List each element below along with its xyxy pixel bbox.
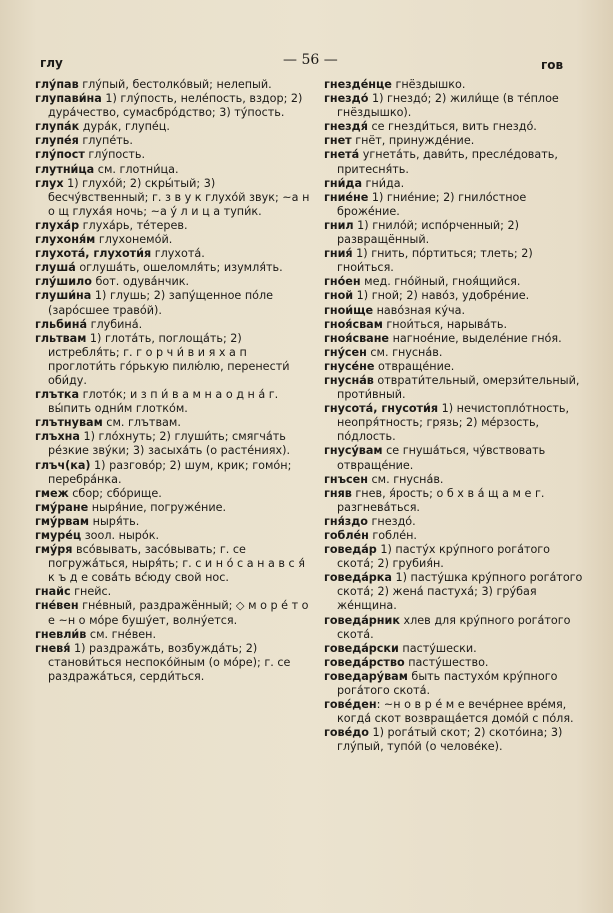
entry-headword: гние́не xyxy=(324,190,369,204)
entry-headword: глъхна xyxy=(35,430,80,444)
entry-headword: глух xyxy=(35,176,64,190)
entry-headword: глутни́ца xyxy=(35,162,95,176)
entry-headword: гноя́свам xyxy=(324,317,383,331)
dictionary-entry xyxy=(324,444,586,472)
entry-definition: 1) глухо́й; 2) скры́тый; 3) бесчу́вственный; г. з в у к глухо́й звук; ~а н о щ глуха́я ночь; ~а у́ л и ц а тупи́к. xyxy=(48,176,310,218)
entry-definition: гнездо́. xyxy=(367,514,416,528)
entry-definition: пасту́шески. xyxy=(398,641,477,655)
entry-definition: гне́вный, раздражённый; ◇ м о р е́ т о е ~н о мо́ре бушу́ет, волну́ется. xyxy=(48,599,309,627)
entry-headword: глуха́р xyxy=(35,218,80,232)
dictionary-entry xyxy=(324,148,586,176)
dictionary-entry xyxy=(324,134,586,148)
dictionary-entry xyxy=(35,233,312,247)
entry-headword: говеда́р xyxy=(324,543,377,557)
entry-definition: 1) гнить, по́ртиться; тлеть; 2) гнои́ться. xyxy=(337,247,533,275)
entry-definition: см. глотни́ца. xyxy=(94,162,179,176)
entry-definition: мед. гно́йный, гноя́щийся. xyxy=(360,275,521,289)
dictionary-entry xyxy=(35,585,312,599)
entry-headword: гно́ен xyxy=(324,275,361,289)
entry-headword: говедару́вам xyxy=(324,669,408,683)
dictionary-entry xyxy=(324,698,586,726)
entry-headword: глътка xyxy=(35,388,80,402)
dictionary-entry xyxy=(35,543,312,585)
dictionary-entry xyxy=(324,275,586,289)
dictionary-entry xyxy=(35,416,312,430)
entry-headword: гнусота́, гнусоти́я xyxy=(324,402,439,416)
entry-headword: гльбина́ xyxy=(35,317,88,331)
entry-definition: глупе́ть. xyxy=(78,134,133,148)
entry-definition: гнейс. xyxy=(70,585,112,599)
dictionary-entry xyxy=(35,529,312,543)
dictionary-entry xyxy=(35,177,312,219)
dictionary-entry xyxy=(35,261,312,275)
dictionary-entry xyxy=(324,515,586,529)
entry-headword: гму́рвам xyxy=(35,514,90,528)
entry-definition: ныря́ть. xyxy=(89,514,140,528)
entry-headword: гобле́н xyxy=(324,529,369,542)
entry-definition: гнои́ться, нарыва́ть. xyxy=(382,317,508,331)
entry-definition: 1) гной; 2) наво́з, удобре́ние. xyxy=(353,289,530,303)
dictionary-entry xyxy=(324,473,586,487)
entry-definition: угнета́ть, дави́ть, пресле́довать, притесня́ть. xyxy=(337,148,558,176)
dictionary-entry xyxy=(324,571,586,613)
right-column xyxy=(324,78,586,755)
entry-definition: всо́вывать, засо́вывать; г. се погружа́ться, ныря́ть; г. с и н о́ с а н а в с я́ к ъ д е сова́ть вс́юду свой нос. xyxy=(48,543,305,585)
entry-headword: гни́да xyxy=(324,176,362,190)
entry-headword: гму́ря xyxy=(35,543,73,557)
entry-headword: глъч(ка) xyxy=(35,458,91,472)
entry-headword: гне́вен xyxy=(35,599,79,613)
entry-headword: гнета́ xyxy=(324,148,360,162)
entry-definition: : ~н о в р е́ м е вече́рнее вре́мя, когда́ скот возвраща́ется домо́й с по́ля. xyxy=(337,698,574,726)
entry-definition: быть пастухо́м кру́пного рога́того скота́. xyxy=(337,669,558,698)
left-column xyxy=(35,78,312,684)
entry-definition: бот. одува́нчик. xyxy=(91,275,190,289)
dictionary-entry xyxy=(35,642,312,684)
entry-headword: глупа́к xyxy=(35,120,80,134)
dictionary-entry xyxy=(35,332,312,388)
entry-headword: гнои́ще xyxy=(324,303,374,317)
entry-definition: 1) пасту́шка кру́пного рога́того скота́; 2) жена́ пастуха́; 3) гру́бая же́нщина. xyxy=(337,571,583,613)
dictionary-entry xyxy=(35,275,312,289)
dictionary-entry xyxy=(324,289,586,303)
entry-headword: гмеж xyxy=(35,486,69,500)
entry-definition: оглуша́ть, ошеломля́ть; изумля́ть. xyxy=(75,261,283,275)
dictionary-entry xyxy=(35,501,312,515)
entry-definition: нагное́ние, выделе́ние гно́я. xyxy=(389,331,562,345)
entry-definition: гнев, я́рость; о б х в а́ щ а м е г. разгнева́ться. xyxy=(337,486,545,514)
entry-headword: глухота́, глухоти́я xyxy=(35,247,152,261)
right-running-head: гов xyxy=(541,58,564,72)
entry-headword: говеда́рка xyxy=(324,571,392,585)
dictionary-entry xyxy=(324,304,586,318)
entry-headword: глухоня́м xyxy=(35,233,96,247)
dictionary-entry xyxy=(324,247,586,275)
page-number: — 56 — xyxy=(283,52,338,68)
dictionary-entry xyxy=(324,726,586,754)
entry-definition: 1) глу́пость, неле́пость, вздор; 2) дура́чество, сумасбро́дство; 3) ту́пость. xyxy=(48,92,303,120)
dictionary-entry xyxy=(324,374,586,402)
dictionary-entry xyxy=(35,148,312,162)
entry-definition: 1) раздража́ть, возбужда́ть; 2) станови́ться неспоко́йным (о мо́ре); г. се раздража́ться, серди́ться. xyxy=(48,641,291,683)
dictionary-entry xyxy=(35,459,312,487)
entry-definition: се гнезди́ться, вить гнездо́. xyxy=(367,120,537,134)
dictionary-entry xyxy=(324,346,586,360)
dictionary-entry xyxy=(35,599,312,627)
dictionary-entry xyxy=(324,78,586,92)
page-header xyxy=(0,50,613,76)
entry-definition: 1) гнило́й; испо́рченный; 2) развращённый. xyxy=(337,218,519,247)
entry-headword: гневя́ xyxy=(35,641,71,655)
entry-headword: глупе́я xyxy=(35,134,79,148)
dictionary-entry xyxy=(324,529,586,543)
entry-headword: гнездо́ xyxy=(324,92,369,106)
entry-headword: говеда́рство xyxy=(324,655,405,669)
entry-headword: гноя́сване xyxy=(324,331,390,345)
entry-headword: глу́пост xyxy=(35,148,85,162)
dictionary-entry xyxy=(324,656,586,670)
dictionary-entry xyxy=(35,388,312,416)
entry-headword: глуши́на xyxy=(35,289,92,303)
entry-definition: хлев для кру́пного рога́того скота́. xyxy=(337,613,571,641)
dictionary-entry xyxy=(324,219,586,247)
entry-definition: см. гнусна́в. xyxy=(366,345,443,359)
entry-headword: гове́ден xyxy=(324,698,377,712)
entry-definition: дура́к, глупе́ц. xyxy=(79,120,170,134)
entry-definition: отврати́тельный, омерзи́тельный, проти́вный. xyxy=(337,373,580,402)
entry-headword: говеда́рник xyxy=(324,613,400,627)
entry-headword: гнездя́ xyxy=(324,120,368,134)
entry-headword: глу́пав xyxy=(35,78,79,91)
entry-definition: см. глътвам. xyxy=(102,416,181,430)
entry-definition: гни́да. xyxy=(362,176,405,190)
entry-definition: 1) гнездо́; 2) жили́ще (в те́плое гнёздышко). xyxy=(337,92,559,120)
entry-definition: глубина́. xyxy=(87,317,143,331)
entry-definition: 1) пасту́х кру́пного рога́того скота́; 2) грубия́н. xyxy=(337,543,551,571)
entry-definition: см. гне́вен. xyxy=(86,627,157,641)
entry-headword: гнайс xyxy=(35,585,71,599)
entry-definition: 1) рога́тый скот; 2) ското́ина; 3) глу́пый, тупо́й (о челове́ке). xyxy=(337,726,563,754)
entry-definition: сбор; сбо́рище. xyxy=(68,486,162,500)
entry-headword: гной xyxy=(324,289,354,303)
dictionary-entry xyxy=(35,78,312,92)
entry-headword: гня́здо xyxy=(324,514,368,528)
dictionary-entry xyxy=(35,92,312,120)
dictionary-entry xyxy=(324,92,586,120)
entry-headword: гнусу́вам xyxy=(324,444,383,458)
entry-definition: гнёздышко. xyxy=(391,78,466,91)
dictionary-entry xyxy=(324,120,586,134)
entry-definition: пасту́шество. xyxy=(404,655,489,669)
dictionary-entry xyxy=(324,177,586,191)
entry-headword: гну́сен xyxy=(324,345,367,359)
entry-headword: гнет xyxy=(324,134,352,148)
entry-headword: гнусна́в xyxy=(324,373,374,387)
entry-definition: отвраще́ние. xyxy=(374,359,455,373)
entry-definition: см. гнусна́в. xyxy=(367,472,444,486)
entry-definition: 1) нечистопло́тность, неопря́тность; грязь; 2) ме́рзость, по́длость. xyxy=(337,402,570,444)
entry-headword: гния́ xyxy=(324,247,353,261)
entry-definition: глото́к; и з п и́ в а м н а о д н а́ г. вы́пить одни́м глотко́м. xyxy=(48,388,279,416)
entry-headword: глуша́ xyxy=(35,261,76,275)
entry-headword: гнил xyxy=(324,218,354,232)
entry-headword: глу́шило xyxy=(35,275,92,289)
entry-definition: 1) гло́хнуть; 2) глуши́ть; смягча́ть ре́зкие зву́ки; 3) засыха́ть (о расте́ниях). xyxy=(48,430,291,458)
entry-headword: гнъсен xyxy=(324,472,368,486)
entry-headword: гнусе́не xyxy=(324,359,375,373)
entry-definition: глухота́. xyxy=(151,247,205,261)
entry-definition: гобле́н. xyxy=(368,529,417,542)
entry-definition: 1) глота́ть, поглоща́ть; 2) истребля́ть; г. г о р ч и́ в и я х а п проглоти́ть го́рькую пилю́лю, перенести́ оби́ду. xyxy=(48,331,290,387)
dictionary-entry xyxy=(35,134,312,148)
dictionary-entry xyxy=(35,247,312,261)
dictionary-entry xyxy=(324,402,586,444)
dictionary-entry xyxy=(324,360,586,374)
dictionary-entry xyxy=(35,120,312,134)
dictionary-entry xyxy=(35,163,312,177)
dictionary-entry xyxy=(35,430,312,458)
entry-headword: гове́до xyxy=(324,726,369,740)
dictionary-entry xyxy=(35,515,312,529)
entry-definition: зоол. ныро́к. xyxy=(81,529,160,542)
dictionary-entry xyxy=(35,628,312,642)
entry-definition: наво́зная ку́ча. xyxy=(373,303,466,317)
entry-headword: гмуре́ц xyxy=(35,529,82,542)
dictionary-entry xyxy=(324,642,586,656)
entry-headword: говеда́рски xyxy=(324,641,399,655)
dictionary-entry xyxy=(324,332,586,346)
entry-definition: глу́пый, бестолко́вый; нелепый. xyxy=(78,78,272,91)
entry-headword: гняв xyxy=(324,486,352,500)
dictionary-entry xyxy=(35,487,312,501)
entry-definition: ныря́ние, погруже́ние. xyxy=(88,500,227,514)
entry-definition: глуха́рь, те́терев. xyxy=(79,218,188,232)
dictionary-entry xyxy=(324,318,586,332)
dictionary-entry xyxy=(324,487,586,515)
dictionary-entry xyxy=(35,289,312,317)
entry-headword: гнезде́нце xyxy=(324,78,392,91)
entry-headword: гневли́в xyxy=(35,627,87,641)
entry-definition: глу́пость. xyxy=(84,148,146,162)
entry-headword: глътнувам xyxy=(35,416,103,430)
dictionary-entry xyxy=(35,318,312,332)
dictionary-entry xyxy=(324,543,586,571)
dictionary-entry xyxy=(324,614,586,642)
entry-definition: глухонемо́й. xyxy=(95,233,173,247)
entry-definition: 1) разгово́р; 2) шум, крик; гомо́н; перебра́нка. xyxy=(48,458,292,486)
entry-headword: глупави́на xyxy=(35,92,102,106)
dictionary-entry xyxy=(35,219,312,233)
dictionary-entry xyxy=(324,670,586,698)
dictionary-entry xyxy=(324,191,586,219)
entry-headword: гму́ране xyxy=(35,500,89,514)
left-running-head: глу xyxy=(40,56,63,70)
entry-headword: гльтвам xyxy=(35,331,87,345)
entry-definition: гнёт, принужде́ние. xyxy=(351,134,475,148)
entry-definition: 1) гние́ние; 2) гнило́стное броже́ние. xyxy=(337,190,527,218)
entry-definition: 1) глушь; 2) запу́щенное по́ле (зарóсшее травóй). xyxy=(48,289,274,317)
entry-definition: се гнуша́ться, чу́вствовать отвраще́ние. xyxy=(337,444,546,472)
